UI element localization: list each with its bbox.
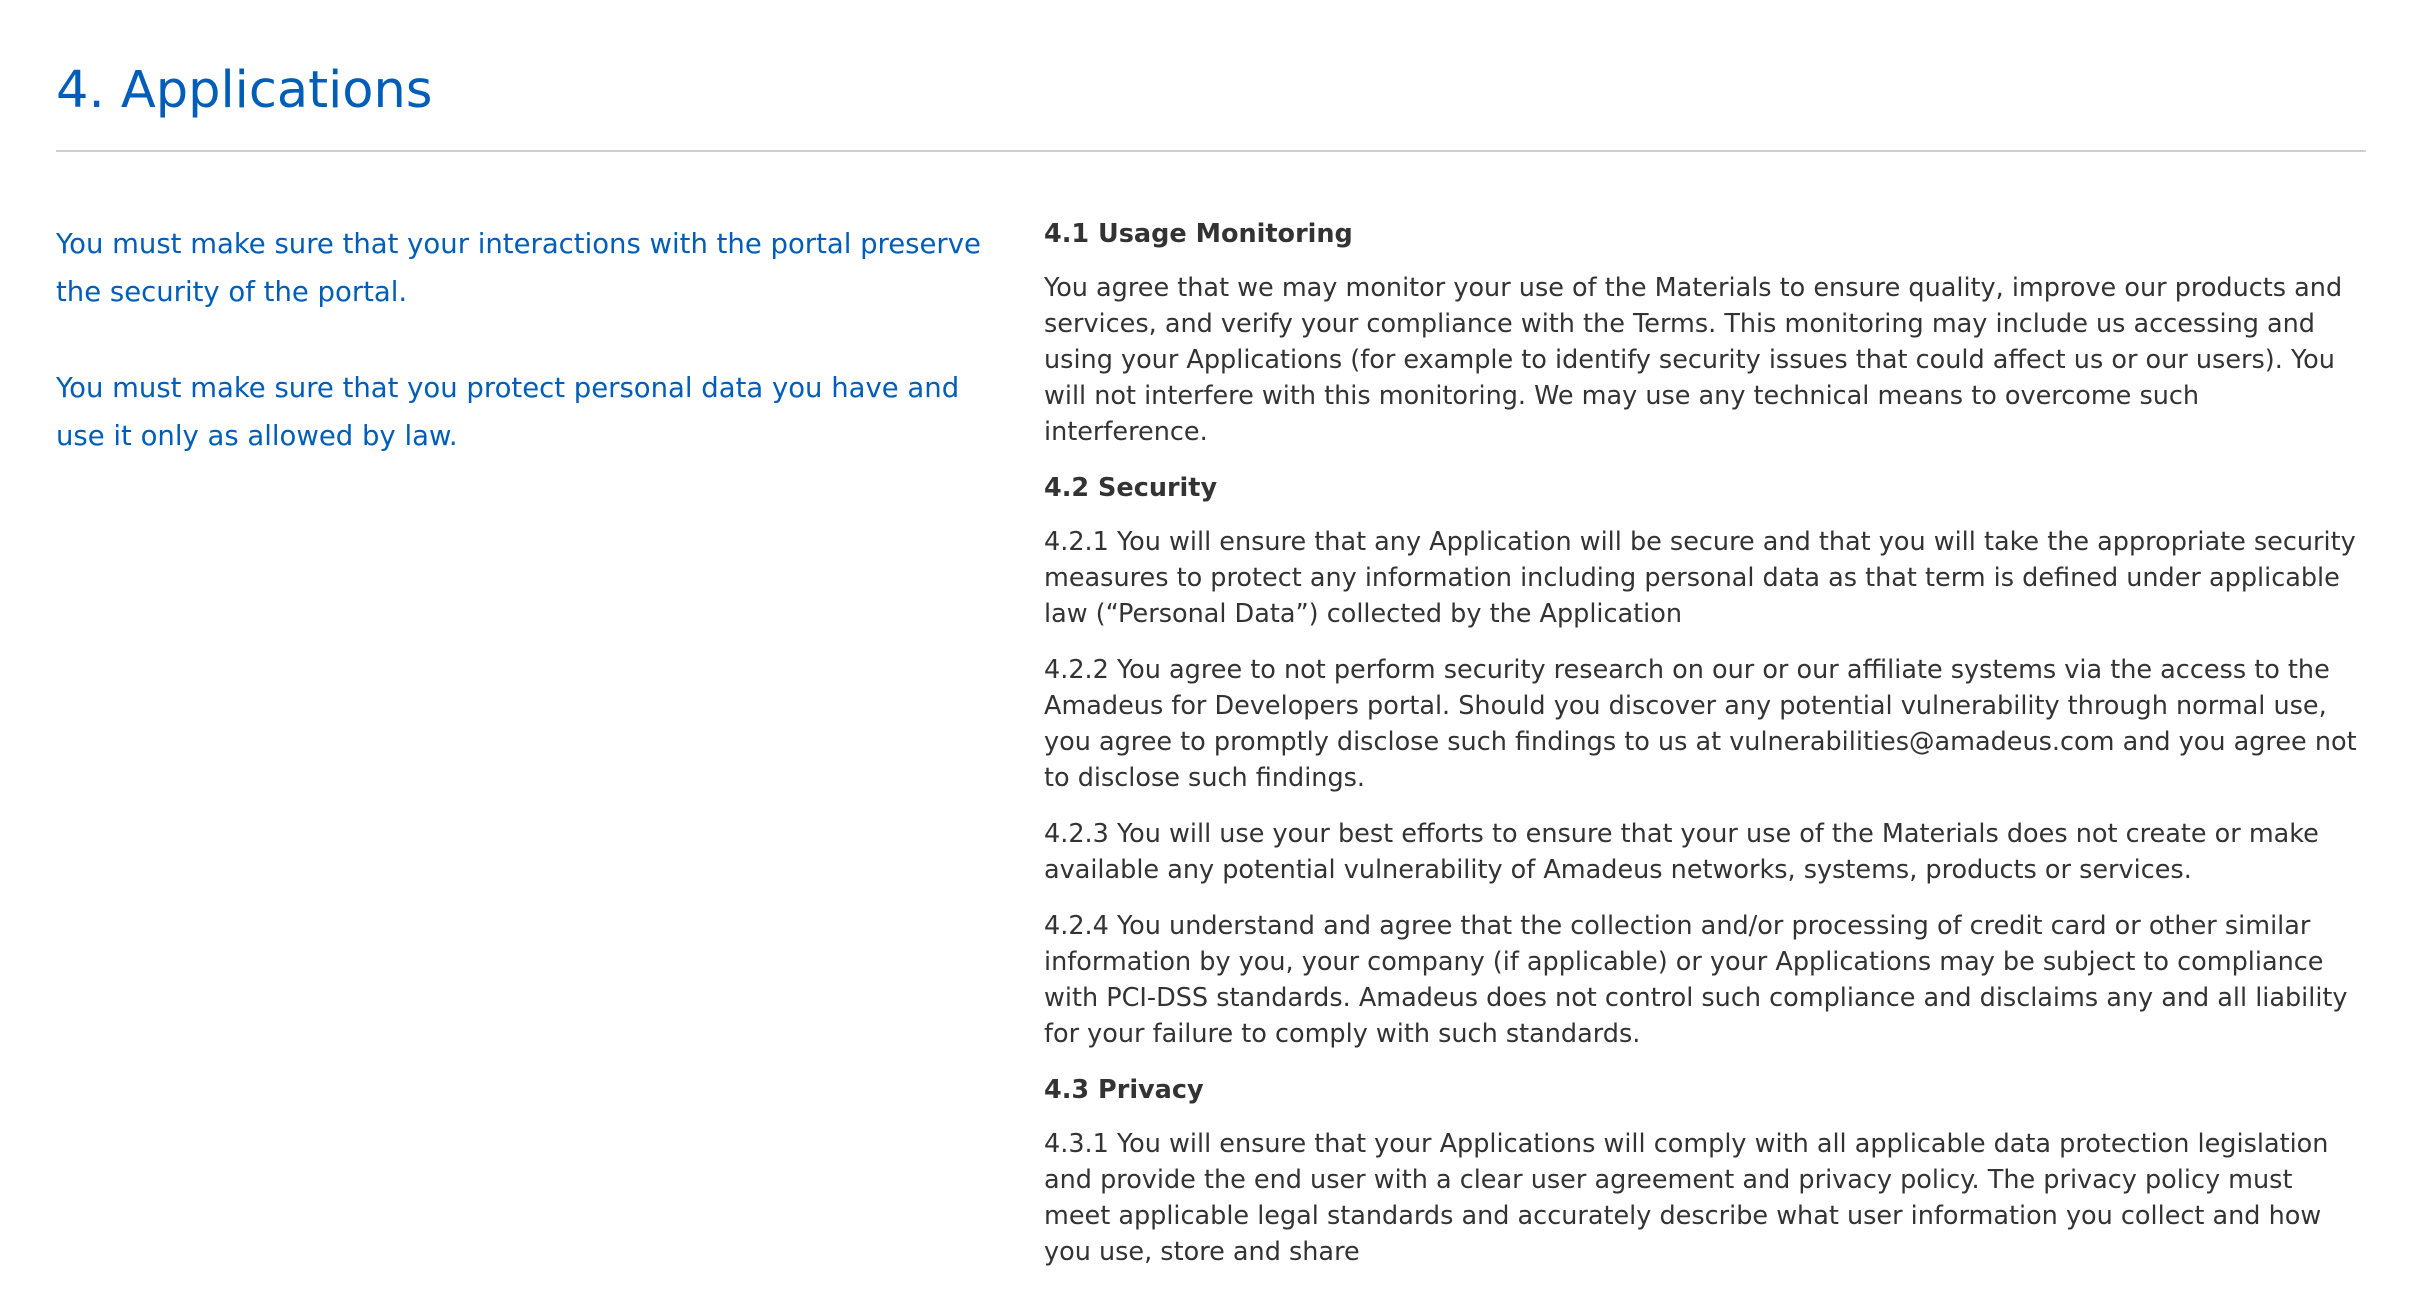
privacy-clause: 4.3.1 You will ensure that your Applications will comply with all applicable data protection legislation and provide the end user with a clear user agreement and privacy policy. The privacy policy must meet applicable legal standards and accurately describe what user information you collect and how you use, store and share bbox=[1044, 1129, 2329, 1267]
title-divider bbox=[56, 150, 2366, 152]
usage-monitoring-heading: 4.1 Usage Monitoring bbox=[1044, 219, 1353, 249]
summary-paragraph: You must make sure that you protect personal data you have and use it only as allowed by law. bbox=[56, 372, 960, 452]
security-clause: 4.2.1 You will ensure that any Application will be secure and that you will take the appropriate security measures to protect any information including personal data as that term is defined under applicable law (“Personal Data”) collected by the Application bbox=[1044, 527, 2356, 629]
security-clause: 4.2.2 You agree to not perform security research on our or our affiliate systems via the access to the Amadeus for Developers portal. Should you discover any potential vulnerability through normal use, you agree to promptly disclose such findings to us at vulnerabilities@amadeus.com and you agree not to disclose such findings. bbox=[1044, 655, 2357, 793]
security-heading: 4.2 Security bbox=[1044, 473, 1218, 503]
usage-monitoring-body: You agree that we may monitor your use of the Materials to ensure quality, improve our products and services, and verify your compliance with the Terms. This monitoring may include us accessing and using your Applications (for example to identify security issues that could affect us or our users). You will not interfere with this monitoring. We may use any technical means to overcome such interference. bbox=[1044, 273, 2343, 447]
security-clause: 4.2.4 You understand and agree that the collection and/or processing of credit card or other similar information by you, your company (if applicable) or your Applications may be subject to compliance with PCI-DSS standards. Amadeus does not control such compliance and disclaims any and all liability for your failure to comply with such standards. bbox=[1044, 911, 2348, 1049]
legal-terms bbox=[1044, 216, 2366, 1290]
plain-language-summary bbox=[56, 216, 986, 1290]
privacy-heading: 4.3 Privacy bbox=[1044, 1075, 1204, 1105]
security-clause: 4.2.3 You will use your best efforts to ensure that your use of the Materials does not create or make available any potential vulnerability of Amadeus networks, systems, products or services. bbox=[1044, 819, 2319, 885]
content-columns bbox=[56, 216, 2366, 1290]
section-title: 4. Applications bbox=[56, 61, 433, 120]
summary-paragraph: You must make sure that your interactions with the portal preserve the security of the portal. bbox=[56, 228, 981, 308]
